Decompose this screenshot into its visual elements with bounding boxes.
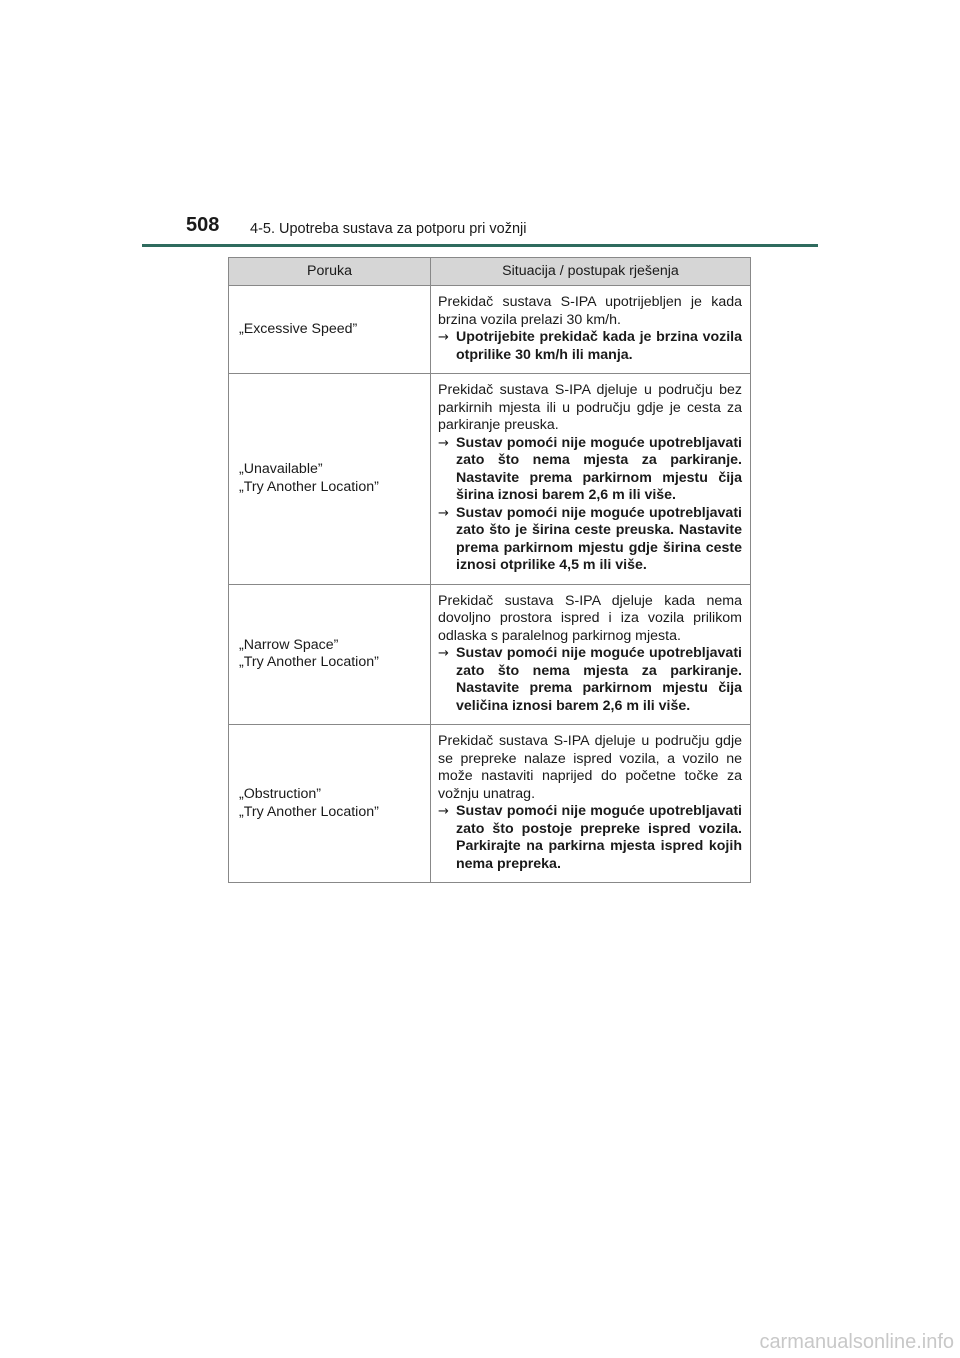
arrow-icon: → <box>438 330 449 345</box>
column-header-situation: Situacija / postupak rješenja <box>431 258 751 286</box>
message-text: „Try Another Location” <box>239 803 379 820</box>
solution-text: Sustav pomoći nije moguće upotrebljavati zato što je širina ceste preuska. Nastavite prema parkirnom mjestu gdje širina ceste iznosi otprilike 4,5 m ili više. <box>456 504 742 573</box>
message-table <box>228 257 751 883</box>
watermark: carmanualsonline.info <box>759 1331 954 1353</box>
situation-description: Prekidač sustava S-IPA djeluje u području gdje se prepreke nalaze ispred vozila, a vozilo ne može nastaviti naprijed do početne točke za vožnju unatrag. <box>438 733 742 802</box>
message-cell <box>229 286 431 374</box>
solution-text: Sustav pomoći nije moguće upotrebljavati zato što nema mjesta za parkiranje. Nastavite prema parkirnom mjestu čija širina iznosi barem 2,6 m ili više. <box>456 434 742 503</box>
situation-description: Prekidač sustava S-IPA djeluje kada nema dovoljno prostora ispred i iza vozila prilikom odlaska s paralelnog parkirnog mjesta. <box>438 592 742 644</box>
situation-description: Prekidač sustava S-IPA upotrijebljen je kada brzina vozila prelazi 30 km/h. <box>438 294 742 328</box>
solution-action <box>438 505 742 575</box>
solution-text: Upotrijebite prekidač kada je brzina vozila otprilike 30 km/h ili manja. <box>456 329 742 363</box>
message-cell <box>229 374 431 585</box>
solution-action <box>438 803 742 873</box>
solution-text: Sustav pomoći nije moguće upotrebljavati zato što nema mjesta za parkiranje. Nastavite prema parkirnom mjestu čija veličina iznosi barem 2,6 m ili više. <box>456 645 742 714</box>
solution-action <box>438 329 742 364</box>
situation-cell <box>431 286 751 374</box>
message-cell <box>229 725 431 883</box>
message-text: „Try Another Location” <box>239 654 379 671</box>
situation-cell <box>431 584 751 725</box>
table-row <box>229 584 751 725</box>
arrow-icon: → <box>438 435 449 451</box>
arrow-icon: → <box>438 505 449 521</box>
column-header-message: Poruka <box>229 258 431 286</box>
table-row <box>229 725 751 883</box>
arrow-icon: → <box>438 646 449 661</box>
solution-text: Sustav pomoći nije moguće upotrebljavati zato što postoje prepreke ispred vozila. Parkirajte na parkirna mjesta ispred kojih nema prepreka. <box>456 803 742 872</box>
table-body <box>229 286 751 883</box>
table-row <box>229 286 751 374</box>
solution-action <box>438 645 742 715</box>
message-text: „Obstruction” <box>239 786 321 802</box>
message-cell <box>229 584 431 725</box>
situation-description: Prekidač sustava S-IPA djeluje u području bez parkirnih mjesta ili u području gdje je cesta za parkiranje preuska. <box>438 382 742 433</box>
header-rule <box>142 244 818 247</box>
message-text: „Try Another Location” <box>239 478 379 495</box>
arrow-icon: → <box>438 804 449 819</box>
solution-action <box>438 435 742 505</box>
message-text: „Narrow Space” <box>239 636 339 653</box>
message-text: „Excessive Speed” <box>239 320 358 337</box>
message-text: „Unavailable” <box>239 461 323 478</box>
table-row <box>229 374 751 585</box>
page-number: 508 <box>186 214 220 236</box>
situation-cell <box>431 725 751 883</box>
situation-cell <box>431 374 751 585</box>
section-title: 4-5. Upotreba sustava za potporu pri vožnji <box>250 221 527 237</box>
table-header-row <box>229 258 751 286</box>
